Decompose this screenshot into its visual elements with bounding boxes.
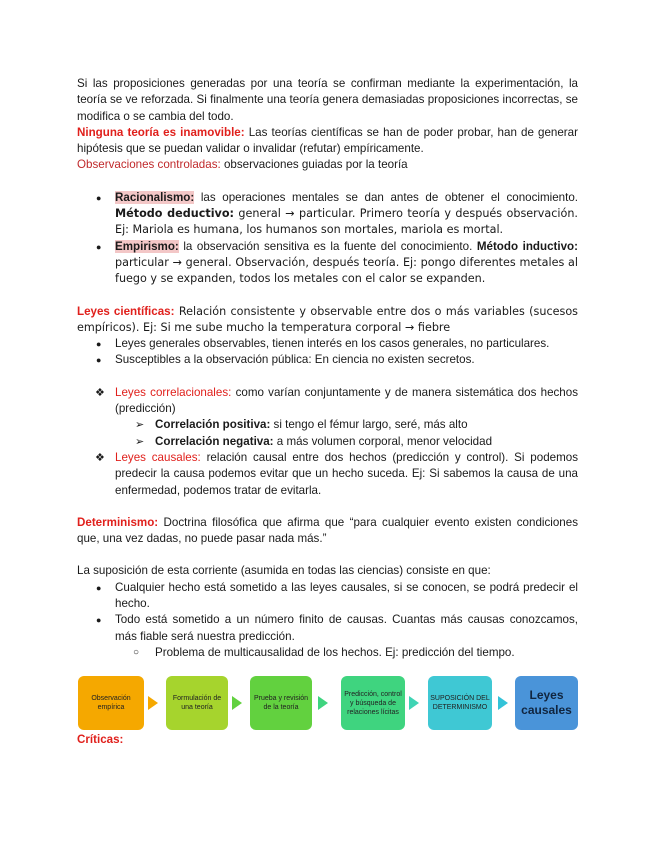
spacer xyxy=(77,288,578,304)
spacer xyxy=(77,547,578,563)
determinismo-paragraph xyxy=(77,515,578,548)
flow-arrow xyxy=(232,696,242,710)
correlacion-list xyxy=(77,417,578,450)
leyes-tipos-list xyxy=(77,385,578,418)
correlacion-negativa-text: a más volumen corporal, menor velocidad xyxy=(273,434,493,448)
flow-arrow xyxy=(409,696,419,710)
determinismo-label: Determinismo: xyxy=(77,515,159,529)
empirismo-text: la observación sensitiva es la fuente del conocimiento. xyxy=(178,239,477,253)
leyes-paragraph xyxy=(77,304,578,337)
metodo-deductivo-text: general → particular. Primero teoría y después observación. Ej: Mariola es humana, los humanos son mortales, mariola es mortal. xyxy=(115,207,578,237)
metodo-inductivo-text: particular → general. Observación, después teoría. Ej: pongo diferentes metales al fuego y se expanden, todos los metales con el calor se expanden. xyxy=(115,255,578,286)
empirismo-label: Empirismo: xyxy=(115,239,179,253)
flow-step-prediccion: Predicción, control y búsqueda de relaciones lícitas xyxy=(341,676,405,730)
correlacionales-text: como varían conjuntamente y de manera sistemática dos hechos (predicción) xyxy=(115,385,579,416)
racionalismo-text: las operaciones mentales se dan antes de obtener el conocimiento. xyxy=(194,190,578,204)
determinismo-text: Doctrina filosófica que afirma que “para cualquier evento existen condiciones que, una vez dadas, no puede pasar nada más.” xyxy=(77,515,578,546)
ninguna-teoria-label: Ninguna teoría es inamovible: xyxy=(77,125,245,139)
observaciones-text: observaciones guiadas por la teoría xyxy=(220,158,408,172)
observaciones-paragraph xyxy=(77,157,578,173)
leyes-list xyxy=(77,336,578,369)
correlacionales-label: Leyes correlacionales: xyxy=(115,385,232,399)
ninguna-teoria-paragraph xyxy=(77,125,578,158)
metodo-inductivo-label: Método inductivo: xyxy=(476,239,578,253)
spacer xyxy=(77,499,578,515)
suposicion-list xyxy=(77,580,578,645)
flow-arrow xyxy=(498,696,508,710)
leyes-causales-list xyxy=(77,450,578,499)
flow-step-observacion: Observación empírica xyxy=(78,676,144,730)
ninguna-teoria-text: Las teorías científicas se han de poder probar, han de generar hipótesis que se puedan validar o invalidar (refutar) empíricamente. xyxy=(77,125,578,156)
suposicion-paragraph: La suposición de esta corriente (asumida en todas las ciencias) consiste en que: xyxy=(77,564,491,578)
list-item xyxy=(77,239,578,288)
flow-step-prueba: Prueba y revisión de la teoría xyxy=(250,676,312,730)
flow-step-leyes-causales: Leyes causales xyxy=(515,676,578,730)
criticas-heading: Críticas: xyxy=(77,733,124,746)
observaciones-label: Observaciones controladas: xyxy=(77,158,221,172)
causales-label: Leyes causales: xyxy=(115,450,201,464)
spacer xyxy=(77,369,578,385)
leyes-text: Relación consistente y observable entre dos o más variables (sucesos empíricos). Ej: Si me sube mucho la temperatura corporal → fiebre xyxy=(77,304,578,334)
list-item: ● Susceptibles a la observación pública: En ciencia no existen secretos. xyxy=(77,352,578,368)
racionalismo-label: Racionalismo: xyxy=(115,190,195,204)
flow-arrow xyxy=(318,696,328,710)
causales-text: relación causal entre dos hechos (predicción y control). Si podemos predecir la causa podemos evitar que un hecho suceda. Ej: Si sabemos la causa de una enfermedad, podemos tratar de evitarla. xyxy=(115,450,579,497)
correlacion-positiva-text: si tengo el fémur largo, seré, más alto xyxy=(270,418,468,432)
intro-paragraph: Si las proposiciones generadas por una teoría se confirman mediante la experimentación, la teoría se ve reforzada. Si finalmente una teoría genera demasiadas proposiciones incorrectas, se modifica o se cambia del todo. xyxy=(77,77,578,123)
correlacion-negativa-label: Correlación negativa: xyxy=(155,434,274,448)
list-item xyxy=(77,450,578,499)
document-body xyxy=(77,76,578,661)
list-item xyxy=(77,417,578,433)
list-item: ● Leyes generales observables, tienen interés en los casos generales, no particulares. xyxy=(77,336,578,352)
flow-arrow xyxy=(148,696,158,710)
list-item: ○ Problema de multicausalidad de los hechos. Ej: predicción del tiempo. xyxy=(77,645,578,661)
list-item xyxy=(77,434,578,450)
flow-step-formulacion: Formulación de una teoría xyxy=(166,676,228,730)
correlacion-positiva-label: Correlación positiva: xyxy=(155,418,271,432)
list-item xyxy=(77,190,578,239)
flow-step-suposicion: SUPOSICIÓN DEL DETERMINISMO xyxy=(428,676,492,730)
metodos-list xyxy=(77,190,578,288)
flow-diagram xyxy=(78,676,578,730)
list-item: ● Cualquier hecho está sometido a las leyes causales, si se conocen, se podrá predecir el hecho. xyxy=(77,580,578,613)
suposicion-sublist xyxy=(77,645,578,661)
list-item xyxy=(77,385,578,418)
list-item: ● Todo está sometido a un número finito de causas. Cuantas más causas conozcamos, más fiable será nuestra predicción. xyxy=(77,612,578,645)
spacer xyxy=(77,174,578,190)
metodo-deductivo-label: Método deductivo: xyxy=(115,207,234,221)
leyes-label: Leyes científicas: xyxy=(77,304,175,318)
